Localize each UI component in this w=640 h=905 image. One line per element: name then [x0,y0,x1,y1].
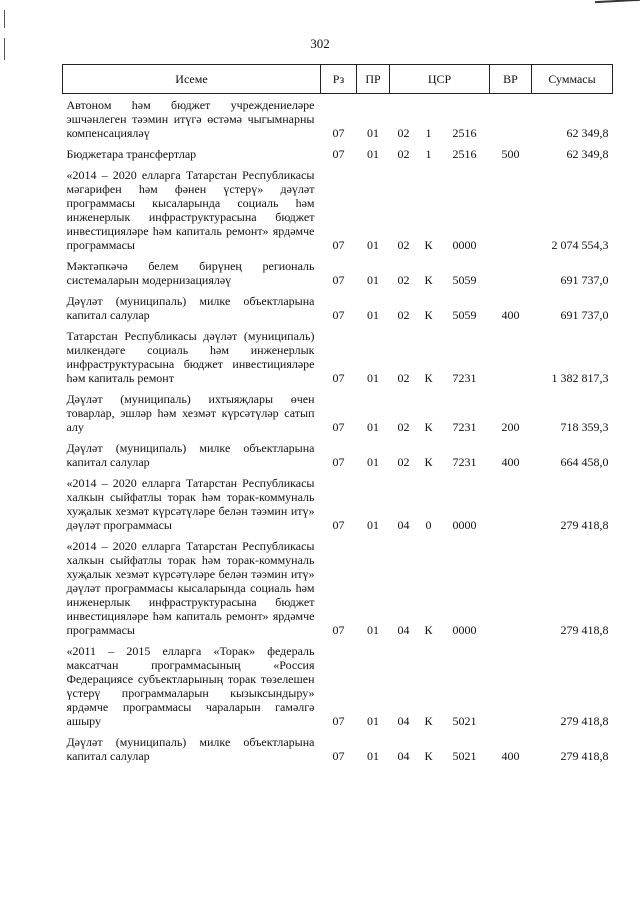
row-pr: 01 [367,749,379,763]
row-name: «2014 – 2020 елларга Татарстан Республикасы мәгарифен һәм фәнен үстерү» дәүләт программасы кысаларында социаль һәм инженерлык инфраструктурасына бюджет инвестицияләре һәм капиталь ремонт» ярдәмче программасы [66,168,315,252]
row-vr: 400 [501,749,520,763]
row-csr-part3: 5021 [452,714,477,728]
row-name: Дәүләт (муниципаль) милке объектларына капитал салулар [66,441,315,469]
row-csr-part2: К [424,714,433,728]
row-name: Дәүләт (муниципаль) милке объектларына капитал салулар [66,735,315,763]
row-csr-part1: 04 [397,749,410,763]
row-csr-part1: 02 [397,147,410,161]
table-row [63,143,613,164]
row-csr-part2: К [424,749,433,763]
row-csr-part3: 0000 [452,238,477,252]
row-pr: 01 [367,420,379,434]
row-csr-part3: 7231 [452,420,477,434]
row-csr-part3: 2516 [452,147,477,161]
row-csr-part1: 02 [397,455,410,469]
row-rz: 07 [332,147,345,161]
header-vr: ВР [490,65,532,94]
row-rz: 07 [332,518,345,532]
row-vr [490,255,532,290]
row-pr: 01 [367,371,379,385]
row-sum: 279 418,8 [560,518,609,532]
table-row [63,94,613,144]
row-rz: 07 [332,749,345,763]
row-pr: 01 [367,714,379,728]
row-name: «2011 – 2015 елларга «Торак» федераль максатчан программасының «Россия Федерациясе субъектларының торак төзелешен үстерү программаларын кызыксындыру» ярдәмче программасы чараларын гамәлгә ашыру [66,644,315,728]
header-csr: ЦСР [390,65,490,94]
row-csr-part1: 04 [397,518,410,532]
table-header [63,65,613,94]
row-csr-part3: 7231 [452,455,477,469]
row-rz: 07 [332,455,345,469]
row-csr-part1: 02 [397,308,410,322]
row-csr-part3: 5021 [452,749,477,763]
header-pr: ПР [357,65,390,94]
row-name: Автоном һәм бюджет учреждениеләре эшчәнлеген тәэмин итүгә өстәмә чыгымнарны компенсацияләү [66,98,315,140]
table-row [63,325,613,388]
row-csr-part2: 1 [425,147,432,161]
row-csr-part1: 02 [397,238,410,252]
row-csr-part3: 0000 [452,518,477,532]
row-name: Мәктәпкәчә белем бирүнең региональ системаларын модернизацияләү [66,259,315,287]
row-vr: 400 [501,308,520,322]
row-sum: 691 737,0 [560,273,609,287]
row-csr-part3: 5059 [452,273,477,287]
row-sum: 62 349,8 [566,147,609,161]
row-sum: 691 737,0 [560,308,609,322]
row-csr-part3: 5059 [452,308,477,322]
table-row [63,535,613,640]
row-rz: 07 [332,420,345,434]
row-pr: 01 [367,126,379,140]
row-csr-part2: К [424,623,433,637]
row-sum: 664 458,0 [560,455,609,469]
row-name: «2014 – 2020 елларга Татарстан Республикасы халкын сыйфатлы торак һәм торак-коммуналь хуҗалык хезмәт күрсәтүләре белән тәэмин итү» дәүләт программасы кысаларында социаль һәм инженерлык инфраструктурасына бюджет инвестицияләре һәм капиталь ремонт» ярдәмче программасы [66,539,315,637]
row-rz: 07 [332,714,345,728]
row-vr: 500 [501,147,520,161]
row-vr [490,164,532,255]
table-row [63,437,613,472]
row-rz: 07 [332,126,345,140]
row-csr-part2: К [424,455,433,469]
scan-corner-mark [595,0,640,7]
table-row [63,472,613,535]
row-sum: 62 349,8 [566,126,609,140]
row-vr: 400 [501,455,520,469]
row-csr-part1: 02 [397,371,410,385]
row-csr-part3: 0000 [452,623,477,637]
row-csr-part1: 02 [397,273,410,287]
row-name: Дәүләт (муниципаль) милке объектларына капитал салулар [66,294,315,322]
row-csr-part3: 7231 [452,371,477,385]
row-vr: 200 [501,420,520,434]
row-csr-part3: 2516 [452,126,477,140]
row-sum: 279 418,8 [560,749,609,763]
table-row [63,388,613,437]
table-row [63,731,613,766]
row-pr: 01 [367,455,379,469]
row-rz: 07 [332,238,345,252]
header-sum: Суммасы [532,65,613,94]
table-row [63,164,613,255]
row-sum: 279 418,8 [560,714,609,728]
row-vr [490,472,532,535]
row-sum: 718 359,3 [560,420,609,434]
row-csr-part2: К [424,273,433,287]
row-vr [490,325,532,388]
budget-table [62,64,613,766]
table-row [63,255,613,290]
row-csr-part1: 02 [397,420,410,434]
row-csr-part2: 0 [425,518,432,532]
row-name: Бюджетара трансфертлар [66,147,197,161]
row-pr: 01 [367,623,379,637]
row-pr: 01 [367,308,379,322]
row-pr: 01 [367,518,379,532]
row-rz: 07 [332,273,345,287]
row-name: Дәүләт (муниципаль) ихтыяҗлары өчен товарлар, эшләр һәм хезмәт күрсәтүләр сатып алу [66,392,315,434]
row-vr [490,535,532,640]
row-csr-part2: К [424,371,433,385]
row-csr-part1: 04 [397,714,410,728]
row-vr [490,94,532,144]
row-vr [490,640,532,731]
row-csr-part2: К [424,308,433,322]
row-pr: 01 [367,273,379,287]
row-rz: 07 [332,623,345,637]
row-name: Татарстан Республикасы дәүләт (муниципаль) милкендәге социаль һәм инженерлык инфраструктурасына бюджет инвестицияләре һәм капиталь ремонт [66,329,315,385]
table-body [63,94,613,767]
row-rz: 07 [332,371,345,385]
row-csr-part2: К [424,238,433,252]
row-csr-part2: 1 [425,126,432,140]
row-csr-part2: К [424,420,433,434]
row-sum: 279 418,8 [560,623,609,637]
header-name: Исеме [63,65,321,94]
scan-margin-mark [4,10,5,28]
row-csr-part1: 04 [397,623,410,637]
table-row [63,290,613,325]
row-sum: 2 074 554,3 [551,238,609,252]
row-name: «2014 – 2020 елларга Татарстан Республикасы халкын сыйфатлы торак һәм торак-коммуналь хуҗалык хезмәт күрсәтүләре белән тәэмин итү» дәүләт программасы [66,476,315,532]
row-csr-part1: 02 [397,126,410,140]
page-number: 302 [310,36,330,51]
row-pr: 01 [367,238,379,252]
row-pr: 01 [367,147,379,161]
table-row [63,640,613,731]
row-sum: 1 382 817,3 [551,371,609,385]
row-rz: 07 [332,308,345,322]
header-rz: Рз [321,65,357,94]
